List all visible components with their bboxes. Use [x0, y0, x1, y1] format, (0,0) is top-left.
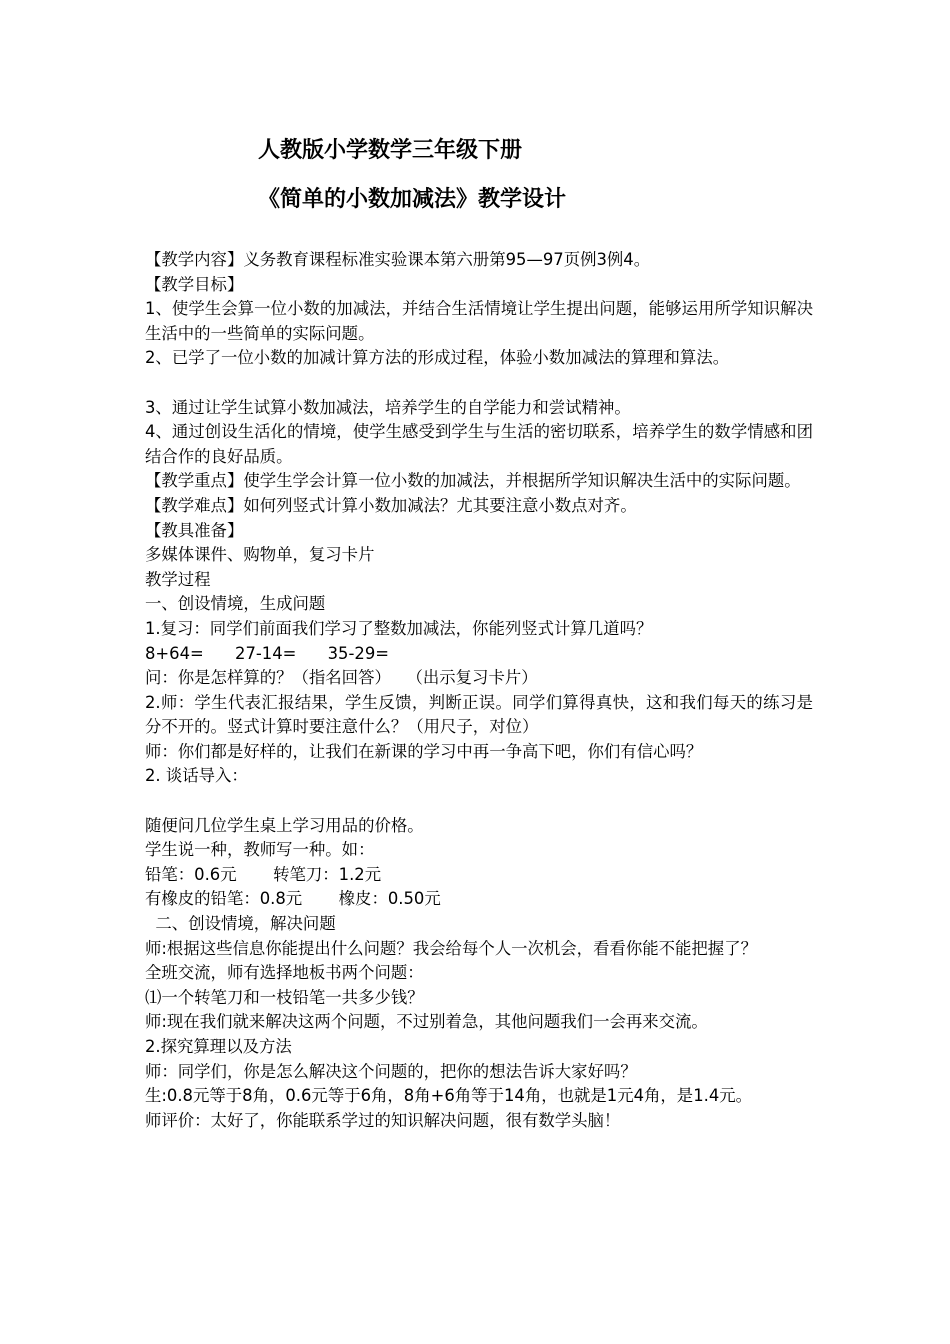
- conversation-intro: 2. 谈话导入：: [145, 766, 248, 786]
- blank-line: [145, 371, 813, 396]
- teaching-focus: 【教学重点】使学生学会计算一位小数的加减法，并根据所学知识解决生活中的实际问题。: [145, 471, 801, 491]
- goal-4: 4、通过创设生活化的情境，使学生感受到学生与生活的密切联系，培养学生的数学情感和团结合作的良好品质。: [145, 422, 813, 466]
- teacher-question: 师:根据这些信息你能提出什么问题？我会给每个人一次机会，看看你能不能把握了？: [145, 938, 757, 958]
- teacher-prompt: 师：同学们，你是怎么解决这个问题的，把你的想法告诉大家好吗？: [145, 1061, 637, 1081]
- teaching-aids: 多媒体课件、购物单，复习卡片: [145, 545, 375, 565]
- teaching-aids-heading: 【教具准备】: [145, 520, 244, 540]
- teacher-encouragement: 师：你们都是好样的，让我们在新课的学习中再一争高下吧，你们有信心吗？: [145, 741, 703, 761]
- goal-3: 3、通过让学生试算小数加减法，培养学生的自学能力和尝试精神。: [145, 397, 631, 417]
- student-answer: 生:0.8元等于8角，0.6元等于6角，8角+6角等于14角，也就是1元4角，是1.4元。: [145, 1086, 753, 1106]
- document-title-line2: 《简单的小数加减法》教学设计: [258, 187, 567, 212]
- goal-1: 1、使学生会算一位小数的加减法，并结合生活情境让学生提出问题，能够运用所学知识解决生活中的一些简单的实际问题。: [145, 299, 813, 343]
- review-prompt: 1.复习：同学们前面我们学习了整数加减法，你能列竖式计算几道吗？: [145, 618, 653, 638]
- teaching-process-heading: 教学过程: [145, 569, 211, 589]
- review-exercises: 8+64= 27-14= 35-29=: [145, 643, 389, 663]
- review-question: 问：你是怎样算的？（指名回答） （出示复习卡片）: [145, 668, 538, 688]
- teaching-goals-heading: 【教学目标】: [145, 274, 244, 294]
- price-row-1: 铅笔：0.6元 转笔刀：1.2元: [145, 864, 382, 884]
- class-discussion: 全班交流，师有选择地板书两个问题：: [145, 963, 424, 983]
- section-2-heading: 二、创设情境，解决问题: [145, 914, 336, 934]
- document-title-line1: 人教版小学数学三年级下册: [258, 138, 523, 163]
- price-question: 随便问几位学生桌上学习用品的价格。: [145, 815, 424, 835]
- price-instruction: 学生说一种，教师写一种。如：: [145, 840, 375, 860]
- problem-1: ⑴一个转笔刀和一枝铅笔一共多少钱？: [145, 987, 424, 1007]
- blank-line: [145, 789, 813, 814]
- teacher-evaluation: 师评价：太好了，你能联系学过的知识解决问题，很有数学头脑！: [145, 1110, 621, 1130]
- method-heading: 2.探究算理以及方法: [145, 1037, 292, 1056]
- teaching-difficulty: 【教学难点】如何列竖式计算小数加减法？尤其要注意小数点对齐。: [145, 495, 637, 515]
- document-body: [145, 248, 813, 1133]
- goal-2: 2、已学了一位小数的加减计算方法的形成过程，体验小数加减法的算理和算法。: [145, 348, 730, 368]
- teacher-note: 师:现在我们就来解决这两个问题，不过别着急，其他问题我们一会再来交流。: [145, 1012, 708, 1032]
- teacher-feedback: 2.师：学生代表汇报结果，学生反馈，判断正误。同学们算得真快，这和我们每天的练习是分不开的。竖式计算时要注意什么？（用尺子，对位）: [145, 692, 813, 737]
- price-row-2: 有橡皮的铅笔：0.8元 橡皮：0.50元: [145, 889, 441, 909]
- section-1-heading: 一、创设情境，生成问题: [145, 594, 326, 614]
- teaching-content: 【教学内容】义务教育课程标准实验课本第六册第95—97页例3例4。: [145, 250, 651, 269]
